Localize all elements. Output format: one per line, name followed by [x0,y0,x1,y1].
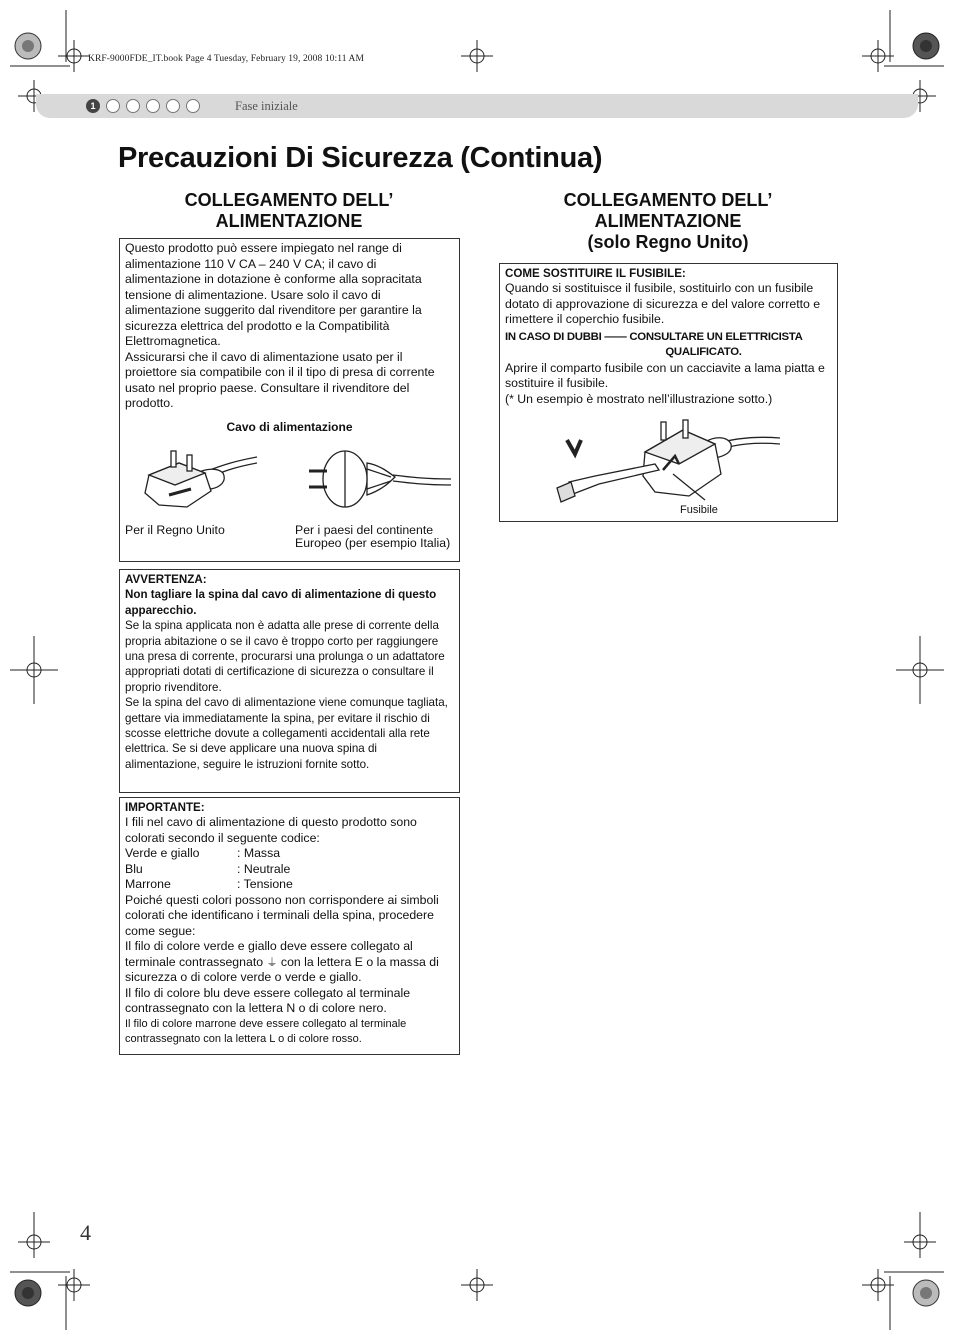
color-code-row [125,862,454,878]
important-para1: Poiché questi colori possono non corrispondere ai simboli colorati che identificano i terminali della spina, procedere come segue: [125,892,439,938]
left-heading [119,190,459,232]
warning-box [119,569,460,793]
step-dot [126,99,140,113]
fuse-doubt-line1: IN CASO DI DUBBI —— CONSULTARE UN ELETTRICISTA [505,330,803,343]
important-para2 [125,939,454,986]
warning-para2: Se la spina del cavo di alimentazione viene comunque tagliata, gettare via immediatamente la spina, per evitare il rischio di scosse elettriche dovute a collegamenti accidentali alla rete elettrica. Se si deve applicare una nuova spina di alimentazione, seguire le istruzioni fornite sotto. [125,696,448,771]
fuse-para1: Quando si sostituisce il fusibile, sostituirlo con un fusibile dotato di approvazione di sicurezza e del valore corretto e rimettere il coperchio fusibile. [505,281,821,327]
warning-subtitle: Non tagliare la spina dal cavo di alimentazione di questo apparecchio. [125,588,437,617]
important-para2-after: con la lettera E o la massa di sicurezza o di colore verde o verde e giallo. [125,954,439,985]
plug-captions [125,523,454,570]
ground-symbol-icon: ⏚ [266,955,278,969]
code-meaning: : Neutrale [237,861,291,876]
section-label: Fase iniziale [235,99,298,113]
eu-plug-illustration [305,443,455,523]
step-dot [106,99,120,113]
important-box [119,797,460,1055]
code-color: Verde e giallo [125,846,200,861]
step-indicator [86,99,200,113]
page-title: Precauzioni Di Sicurezza (Continua) [118,142,603,174]
fuse-box [499,263,838,522]
warning-para1: Se la spina applicata non è adatta alle prese di corrente della propria abitazione o se il cavo è troppo corto per raggiungere una presa di corrente, procurarsi una prolunga o un adattatore appropriati dotati di certificazione di sicurezza o consultare il proprio rivenditore. [125,619,445,694]
left-heading-line1: COLLEGAMENTO DELL’ [184,190,394,210]
step-dot [186,99,200,113]
important-intro: I fili nel cavo di alimentazione di questo prodotto sono colorati secondo il seguente codice: [125,815,417,845]
eu-plug-label: Per i paesi del continente Europeo (per esempio Italia) [295,523,451,550]
right-heading-line3: (solo Regno Unito) [587,232,749,252]
important-para3: Il filo di colore blu deve essere collegato al terminale contrassegnato con la lettera N o di colore nero. [125,985,411,1016]
fuse-para2: Aprire il comparto fusibile con un cacciavite a lama piatta e sostituire il fusibile. [505,360,825,391]
fuse-doubt-line2: QUALIFICATO. [665,346,742,359]
right-heading-line1: COLLEGAMENTO DELL’ [563,190,773,210]
power-para2: Assicurarsi che il cavo di alimentazione usato per il proiettore sia compatibile con il il tipo di presa di corrente usato nel proprio paese. Consultare il rivenditore del prodotto. [125,349,435,410]
fuse-replacement-illustration [555,416,785,506]
important-title: IMPORTANTE: [125,801,205,814]
code-meaning: : Massa [237,846,281,861]
warning-title: AVVERTENZA: [125,573,207,586]
uk-plug-label: Per il Regno Unito [125,523,225,537]
fuse-label: Fusibile [680,504,718,516]
code-color: Marrone [125,877,171,892]
code-meaning: : Tensione [237,877,293,892]
power-cord-caption: Cavo di alimentazione [226,419,353,434]
power-para1: Questo prodotto può essere impiegato nel range di alimentazione 110 V CA – 240 V CA; il cavo di alimentazione in dotazione è conforme alla sopracitata tensione di alimentazione. Usare solo il cavo di alimentazione suggerito dal rivenditore per garantire la sicurezza elettrica del prodotto e la Compatibilità Elettromagnetica. [125,241,422,348]
color-code-row [125,846,454,862]
print-info: KRF-9000FDE_IT.book Page 4 Tuesday, February 19, 2008 10:11 AM [88,54,365,64]
right-heading [498,190,838,253]
color-code-row [125,877,454,893]
power-cord-box [119,238,460,562]
step-dot-active: 1 [86,99,100,113]
code-color: Blu [125,861,143,876]
plug-illustrations [125,435,454,530]
left-heading-line2: ALIMENTAZIONE [215,211,363,231]
important-para2-before: Il filo di colore verde e giallo deve essere collegato al terminale contrassegnato [125,939,413,969]
page-number: 4 [80,1220,91,1245]
step-dot [166,99,180,113]
uk-plug-illustration [135,443,265,523]
right-heading-line2: ALIMENTAZIONE [594,211,742,231]
fuse-title: COME SOSTITUIRE IL FUSIBILE: [505,267,686,280]
important-para4: Il filo di colore marrone deve essere collegato al terminale contrassegnato con la lettera L o di colore rosso. [125,1017,407,1045]
step-dot [146,99,160,113]
fuse-para3: (* Un esempio è mostrato nell’illustrazione sotto.) [505,391,773,406]
